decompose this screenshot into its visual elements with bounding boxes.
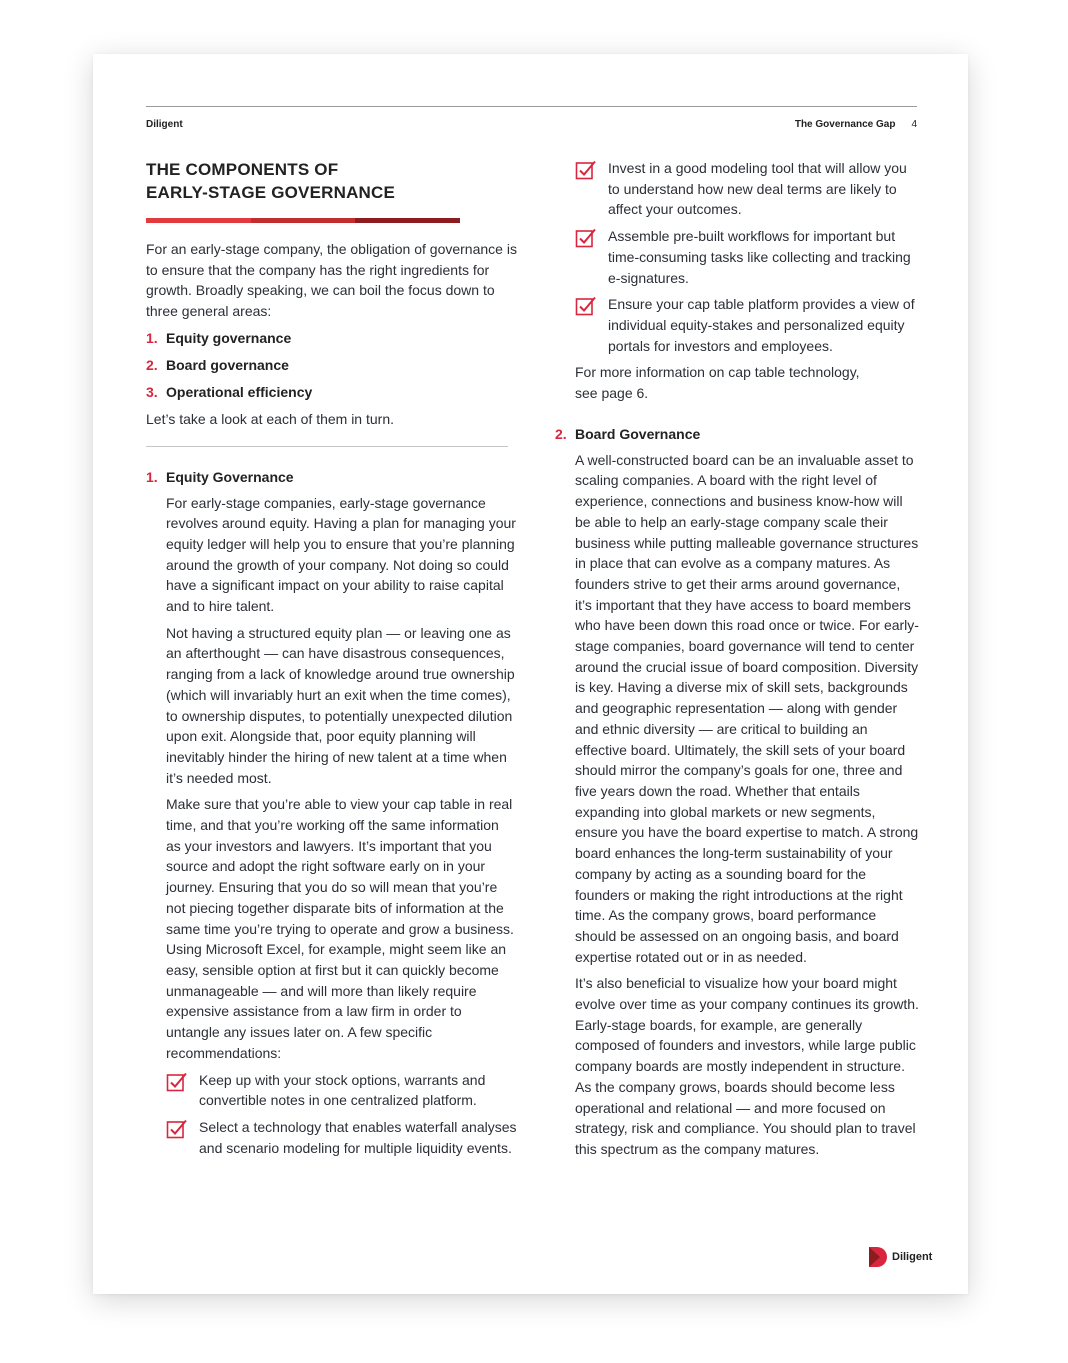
intro-paragraph: For an early-stage company, the obligation of governance is to ensure that the company has the right ingredients for growth. Broadly speaking, we can boil the focus down to three general areas:	[146, 241, 517, 320]
page-number: 4	[911, 119, 917, 130]
equity-paragraph: Not having a structured equity plan — or leaving one as an afterthought — can have disastrous consequences, ranging from a lack of knowledge around true ownership (which will invariably hurt an exit when the time comes), to ownership disputes, to potentially unexpected dilution upon exit. Alongside that, poor equity planning will inevitably hinder the hiring of new talent at a time when it’s needed most.	[166, 624, 515, 786]
equity-body	[166, 493, 517, 1159]
checkbox-checked-icon	[575, 227, 597, 249]
list-item: 2. Board governance	[146, 356, 289, 373]
board-heading: 2. Board Governance	[555, 425, 701, 442]
more-info-paragraph: For more information on cap table technology, see page 6.	[575, 364, 860, 402]
recommendations-list-continued	[575, 158, 920, 356]
list-item: Ensure your cap table platform provides a view of individual equity-stakes and personalized equity portals for investors and employees.	[575, 294, 920, 356]
title-underline-bar	[146, 218, 460, 223]
section-title: THE COMPONENTS OF EARLY-STAGE GOVERNANCE	[146, 160, 396, 202]
list-item: Select a technology that enables waterfall analyses and scenario modeling for multiple liquidity events.	[166, 1117, 517, 1158]
header-brand: Diligent	[146, 119, 183, 130]
list-item: 1. Equity governance	[146, 329, 292, 346]
outro-paragraph: Let’s take a look at each of them in turn.	[146, 410, 395, 427]
equity-heading: 1. Equity Governance	[146, 468, 294, 485]
list-item: Assemble pre-built workflows for important but time-consuming tasks like collecting and tracking e-signatures.	[575, 226, 920, 288]
list-item: Keep up with your stock options, warrants and convertible notes in one centralized platform.	[166, 1070, 517, 1111]
areas-list	[146, 328, 517, 402]
board-body	[575, 450, 920, 1160]
recommendations-list	[166, 1070, 517, 1159]
list-item: 3. Operational efficiency	[146, 383, 313, 400]
header-rule	[146, 106, 917, 107]
checkbox-checked-icon	[166, 1118, 188, 1140]
document-page	[93, 54, 968, 1294]
section-divider	[146, 446, 508, 447]
diligent-d-icon	[867, 1246, 889, 1268]
right-column	[555, 158, 920, 1160]
board-paragraph: A well-constructed board can be an invaluable asset to scaling companies. A board with the right level of experience, connections and business know-how will be able to help an early-stage company scale their business while putting malleable governance structures in place that can evolve as a company matures. As founders strive to get their arms around governance, it’s important that they have access to board members who have been down this road once or twice. For early-stage companies, board governance will tend to center around the crucial issue of board composition. Diversity is key. Having a diverse mix of skill sets, backgrounds and geographic representation — along with gender and ethnic diversity — are critical to building an effective board. Ultimately, the skill sets of your board should mirror the company’s goals for one, three and five years down the road. Whether that entails expanding into global markets or new segments, ensure you have the board expertise to match. A strong board enhances the long-term sustainability of your company by acting as a sounding board for the founders or making the right introductions at the right time. As the company grows, board performance should be assessed on an ongoing basis, and board expertise rotated out or in as needed.	[575, 451, 919, 965]
checkbox-checked-icon	[575, 159, 597, 181]
board-paragraph: It’s also beneficial to visualize how your board might evolve over time as your company continues its growth. Early-stage boards, for example, are generally composed of founders and investors, while large public company boards are mostly independent in structure. As the company grows, boards should become less operational and relational — and more focused on strategy, risk and compliance. You should plan to travel this spectrum as the company matures.	[575, 975, 919, 1157]
list-item: Invest in a good modeling tool that will allow you to understand how new deal terms are likely to affect your outcomes.	[575, 158, 920, 220]
checkbox-checked-icon	[575, 295, 597, 317]
equity-paragraph: Make sure that you’re able to view your cap table in real time, and that you’re working off the same information as your investors and lawyers. It’s important that you source and adopt the right software early on in your journey. Ensuring that you do so will mean that you’re not piecing together disparate bits of information at the same time you’re trying to operate and grow a business. Using Microsoft Excel, for example, might seem like an easy, sensible option at first but it can quickly become unmanageable — and will more than likely require expensive assistance from a law firm in order to untangle any issues later on. A few specific recommendations:	[166, 796, 514, 1061]
footer-logo-text: Diligent	[892, 1251, 933, 1263]
footer-logo	[867, 1246, 932, 1268]
equity-paragraph: For early-stage companies, early-stage governance revolves around equity. Having a plan for managing your equity ledger will help you to ensure that you’re planning around the growth of your company. Not doing so could have a significant impact on your ability to raise capital and to hire talent.	[166, 494, 516, 615]
header-doc-title: The Governance Gap	[794, 119, 896, 130]
left-column	[146, 158, 517, 1164]
header-right	[795, 119, 917, 130]
checkbox-checked-icon	[166, 1071, 188, 1093]
